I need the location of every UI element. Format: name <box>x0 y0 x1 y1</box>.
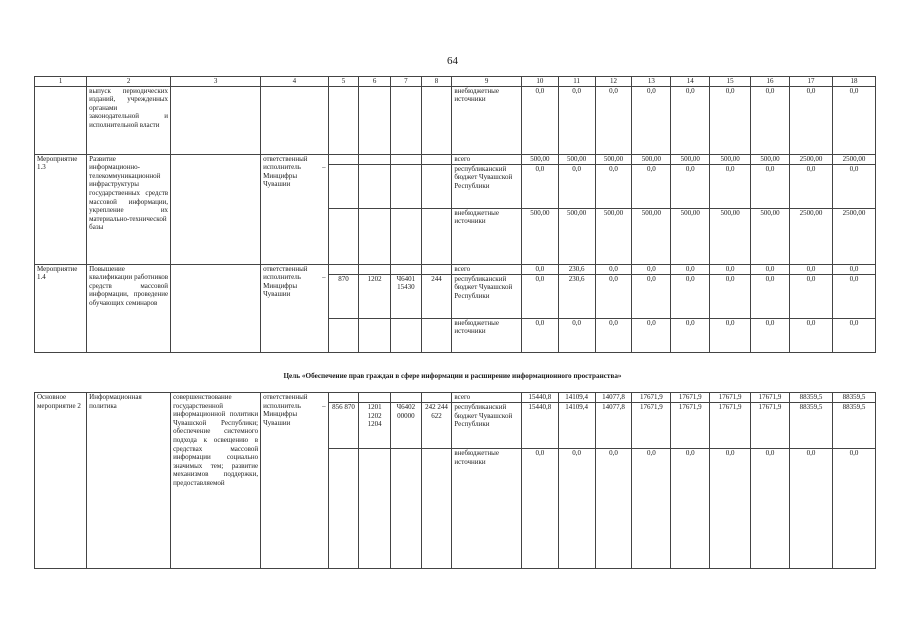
value-cell: 0,0 <box>789 318 832 352</box>
value-cell: 0,0 <box>671 449 710 569</box>
funding-source: республиканский бюджет Чувашской Республики <box>452 274 522 318</box>
funding-source: внебюджетные источники <box>452 86 522 154</box>
value-cell: 0,0 <box>832 86 875 154</box>
header-cell: 18 <box>832 77 875 87</box>
value-cell: 500,00 <box>558 208 595 264</box>
activity-name: Развитие информационно-телекоммуникационной инфраструктуры государственных средств массовой информации, укрепление их материально-технической базы <box>87 154 171 264</box>
value-cell: 500,00 <box>671 154 710 164</box>
value-cell: 0,0 <box>521 86 558 154</box>
value-cell: 500,00 <box>595 208 632 264</box>
activity-code: Мероприятие 1.4 <box>35 264 87 352</box>
activity-name: Повышение квалификации работников средств массовой информации, проведение обучающих семинаров <box>87 264 171 352</box>
value-cell: 2500,00 <box>789 208 832 264</box>
expense-type-code: 242 244 622 <box>421 403 452 449</box>
value-cell: 0,0 <box>595 86 632 154</box>
value-cell: 0,0 <box>832 164 875 208</box>
value-cell: 0,0 <box>632 318 671 352</box>
value-cell: 14077,8 <box>595 403 632 449</box>
header-cell: 16 <box>751 77 790 87</box>
value-cell: 0,0 <box>710 164 751 208</box>
header-cell: 5 <box>328 77 359 87</box>
value-cell: 0,0 <box>789 264 832 274</box>
program-table-bottom <box>34 392 876 569</box>
header-cell: 7 <box>391 77 422 87</box>
value-cell: 17671,9 <box>632 393 671 403</box>
header-cell: 17 <box>789 77 832 87</box>
value-cell: 2500,00 <box>832 154 875 164</box>
header-cell: 12 <box>595 77 632 87</box>
value-cell: 14109,4 <box>558 403 595 449</box>
activity-name: выпуск периодических изданий, учрежденных органами законодательной и исполнительной власти <box>87 86 171 154</box>
value-cell: 500,00 <box>595 154 632 164</box>
value-cell: 0,0 <box>632 164 671 208</box>
header-cell: 14 <box>671 77 710 87</box>
funding-source: внебюджетные источники <box>452 208 522 264</box>
activity-goal: совершенствование государственной информационной политики Чувашской Республики; обеспечение системного подхода к освещению в средствах массовой информации социально значимых тем; развитие механизмов поддержки, предоставляемой <box>171 393 261 569</box>
value-cell: 17671,9 <box>671 393 710 403</box>
value-cell: 0,0 <box>671 86 710 154</box>
value-cell: 14109,4 <box>558 393 595 403</box>
value-cell: 0,0 <box>521 164 558 208</box>
table-row <box>35 86 876 154</box>
grbs-code: 870 <box>328 274 359 318</box>
header-cell: 6 <box>359 77 391 87</box>
value-cell: 230,6 <box>558 264 595 274</box>
header-row <box>35 77 876 87</box>
funding-source: внебюджетные источники <box>452 449 522 569</box>
value-cell: 2500,00 <box>789 154 832 164</box>
page-number: 64 <box>447 55 458 67</box>
value-cell: 0,0 <box>521 318 558 352</box>
value-cell: 17671,9 <box>751 393 790 403</box>
funding-source: всего <box>452 154 522 164</box>
section-code: 1202 <box>359 274 391 318</box>
value-cell: 0,0 <box>632 274 671 318</box>
value-cell: 500,00 <box>558 154 595 164</box>
value-cell: 0,0 <box>789 164 832 208</box>
value-cell: 230,6 <box>558 274 595 318</box>
responsible-executor: ответственный исполнитель – Минцифры Чувашии <box>261 393 329 569</box>
value-cell: 500,00 <box>751 208 790 264</box>
value-cell: 0,0 <box>751 164 790 208</box>
program-table-top <box>34 76 876 353</box>
value-cell: 0,0 <box>595 264 632 274</box>
value-cell: 0,0 <box>595 274 632 318</box>
value-cell: 0,0 <box>671 164 710 208</box>
value-cell: 17671,9 <box>751 403 790 449</box>
header-cell: 8 <box>421 77 452 87</box>
value-cell: 0,0 <box>751 86 790 154</box>
value-cell: 0,0 <box>789 449 832 569</box>
value-cell: 0,0 <box>710 264 751 274</box>
target-article-code: Ч6401 15430 <box>391 274 422 318</box>
responsible-executor: ответственный исполнитель – Минцифры Чувашии <box>261 154 329 264</box>
value-cell: 0,0 <box>558 318 595 352</box>
value-cell: 0,0 <box>751 264 790 274</box>
value-cell: 17671,9 <box>671 403 710 449</box>
value-cell: 500,00 <box>710 154 751 164</box>
expense-type-code: 244 <box>421 274 452 318</box>
value-cell: 0,0 <box>789 86 832 154</box>
value-cell: 500,00 <box>751 154 790 164</box>
header-cell: 10 <box>521 77 558 87</box>
header-cell: 3 <box>171 77 261 87</box>
value-cell: 500,00 <box>671 208 710 264</box>
target-article-code: Ч6402 00000 <box>391 403 422 449</box>
value-cell: 17671,9 <box>710 403 751 449</box>
value-cell: 0,0 <box>751 449 790 569</box>
value-cell: 500,00 <box>521 208 558 264</box>
table-row <box>35 393 876 403</box>
value-cell: 0,0 <box>558 449 595 569</box>
value-cell: 500,00 <box>632 154 671 164</box>
value-cell: 88359,5 <box>789 393 832 403</box>
value-cell: 0,0 <box>710 274 751 318</box>
value-cell: 0,0 <box>632 449 671 569</box>
value-cell: 15440,8 <box>521 393 558 403</box>
section-code: 1201 1202 1204 <box>359 403 391 449</box>
funding-source: внебюджетные источники <box>452 318 522 352</box>
header-cell: 4 <box>261 77 329 87</box>
value-cell: 0,0 <box>558 86 595 154</box>
value-cell: 0,0 <box>832 318 875 352</box>
value-cell: 0,0 <box>595 318 632 352</box>
header-cell: 11 <box>558 77 595 87</box>
value-cell: 88359,5 <box>832 393 875 403</box>
value-cell: 0,0 <box>832 264 875 274</box>
value-cell: 17671,9 <box>710 393 751 403</box>
activity-code: Мероприятие 1.3 <box>35 154 87 264</box>
responsible-executor: ответственный исполнитель – Минцифры Чувашии <box>261 264 329 352</box>
value-cell: 14077,8 <box>595 393 632 403</box>
activity-name: Информационная политика <box>87 393 171 569</box>
value-cell: 0,0 <box>521 449 558 569</box>
value-cell: 500,00 <box>521 154 558 164</box>
value-cell: 88359,5 <box>832 403 875 449</box>
value-cell: 0,0 <box>751 318 790 352</box>
grbs-code: 856 870 <box>328 403 359 449</box>
header-cell: 13 <box>632 77 671 87</box>
funding-source: всего <box>452 264 522 274</box>
header-cell: 2 <box>87 77 171 87</box>
value-cell: 0,0 <box>671 274 710 318</box>
value-cell: 0,0 <box>671 318 710 352</box>
value-cell: 0,0 <box>832 449 875 569</box>
value-cell: 0,0 <box>710 86 751 154</box>
value-cell: 0,0 <box>832 274 875 318</box>
value-cell: 0,0 <box>558 164 595 208</box>
funding-source: республиканский бюджет Чувашской Республики <box>452 403 522 449</box>
value-cell: 0,0 <box>521 274 558 318</box>
table-row <box>35 154 876 164</box>
value-cell: 0,0 <box>671 264 710 274</box>
value-cell: 0,0 <box>595 164 632 208</box>
value-cell: 17671,9 <box>632 403 671 449</box>
header-cell: 9 <box>452 77 522 87</box>
value-cell: 2500,00 <box>832 208 875 264</box>
table-row <box>35 264 876 274</box>
value-cell: 88359,5 <box>789 403 832 449</box>
value-cell: 0,0 <box>710 318 751 352</box>
value-cell: 500,00 <box>710 208 751 264</box>
value-cell: 0,0 <box>751 274 790 318</box>
value-cell: 15440,8 <box>521 403 558 449</box>
value-cell: 0,0 <box>632 86 671 154</box>
activity-code: Основное мероприятие 2 <box>35 393 87 569</box>
value-cell: 0,0 <box>710 449 751 569</box>
value-cell: 0,0 <box>595 449 632 569</box>
header-cell: 15 <box>710 77 751 87</box>
value-cell: 0,0 <box>789 274 832 318</box>
funding-source: республиканский бюджет Чувашской Республики <box>452 164 522 208</box>
goal-heading: Цель «Обеспечение прав граждан в сфере информации и расширение информационного пространства» <box>283 372 622 380</box>
header-cell: 1 <box>35 77 87 87</box>
value-cell: 0,0 <box>521 264 558 274</box>
value-cell: 500,00 <box>632 208 671 264</box>
funding-source: всего <box>452 393 522 403</box>
value-cell: 0,0 <box>632 264 671 274</box>
